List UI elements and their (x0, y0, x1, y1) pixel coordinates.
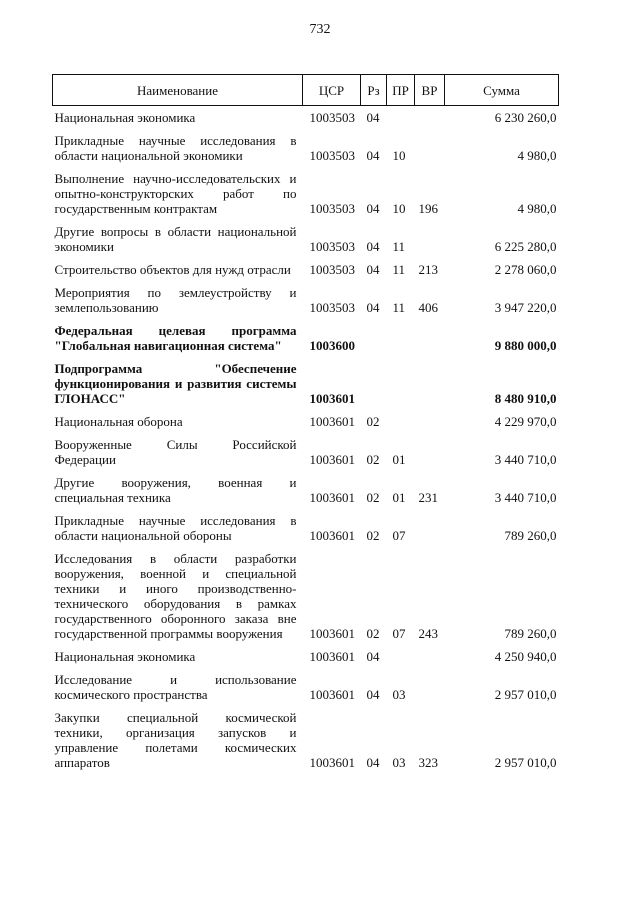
row-csr: 1003601 (309, 687, 355, 702)
header-vr: ВР (415, 75, 445, 106)
row-sum: 9 880 000,0 (494, 338, 557, 353)
table-row (53, 358, 559, 411)
row-rz: 04 (366, 262, 380, 277)
header-name: Наименование (53, 75, 303, 106)
row-csr: 1003503 (309, 239, 355, 254)
row-name: Выполнение научно-исследовательских и опытно-конструкторских работ по государственным контрактам (54, 171, 297, 216)
row-vr (415, 669, 445, 707)
row-name: Другие вопросы в области национальной экономики (54, 224, 297, 254)
budget-table (52, 74, 559, 775)
row-csr: 1003601 (309, 452, 355, 467)
row-vr (415, 221, 445, 259)
table-row (53, 707, 559, 775)
row-rz: 04 (366, 148, 380, 163)
header-pr: ПР (387, 75, 415, 106)
row-rz: 02 (366, 490, 380, 505)
row-csr: 1003503 (309, 262, 355, 277)
row-vr: 213 (418, 262, 438, 277)
row-name: Прикладные научные исследования в области национальной экономики (54, 133, 297, 163)
row-rz: 04 (366, 649, 380, 664)
row-name: Другие вооружения, военная и специальная техника (54, 475, 297, 505)
row-rz: 04 (366, 110, 380, 125)
row-rz: 04 (366, 239, 380, 254)
row-sum: 3 440 710,0 (494, 490, 557, 505)
table-row (53, 646, 559, 669)
row-sum: 789 260,0 (504, 626, 557, 641)
row-name: Подпрограмма "Обеспечение функционирования и развития системы ГЛОНАСС" (54, 361, 297, 406)
row-csr: 1003601 (309, 528, 355, 543)
row-csr: 1003601 (309, 391, 355, 406)
header-rz: Рз (361, 75, 387, 106)
row-sum: 789 260,0 (504, 528, 557, 543)
row-rz (361, 320, 387, 358)
row-pr (387, 646, 415, 669)
row-pr (387, 411, 415, 434)
row-vr: 406 (418, 300, 438, 315)
row-name: Закупки специальной космической техники, организация запусков и управление полетами космических аппаратов (54, 710, 297, 770)
table-row (53, 221, 559, 259)
row-vr: 243 (418, 626, 438, 641)
table-row (53, 130, 559, 168)
row-vr (415, 411, 445, 434)
row-rz: 04 (366, 687, 380, 702)
row-sum: 2 957 010,0 (494, 687, 557, 702)
row-pr: 10 (392, 201, 406, 216)
table-row (53, 168, 559, 221)
row-name: Вооруженные Силы Российской Федерации (54, 437, 297, 467)
row-csr: 1003601 (309, 414, 355, 429)
row-rz (361, 358, 387, 411)
row-vr (415, 320, 445, 358)
row-pr: 11 (392, 239, 406, 254)
table-row (53, 510, 559, 548)
row-rz: 04 (366, 300, 380, 315)
row-pr: 11 (392, 262, 406, 277)
row-sum: 6 230 260,0 (494, 110, 557, 125)
row-pr: 07 (392, 528, 406, 543)
row-vr (415, 646, 445, 669)
table-header-row (53, 75, 559, 106)
row-vr: 196 (418, 201, 438, 216)
row-rz: 02 (366, 626, 380, 641)
table-row (53, 259, 559, 282)
row-csr: 1003503 (309, 300, 355, 315)
row-name: Исследования в области разработки вооружения, военной и специальной техники и иного производственно-технического оборудования в рамках государственного оборонного заказа вне государственной программы вооружения (54, 551, 297, 641)
header-csr: ЦСР (303, 75, 361, 106)
row-pr: 01 (392, 490, 406, 505)
row-rz: 02 (366, 452, 380, 467)
row-name: Строительство объектов для нужд отрасли (54, 262, 291, 277)
row-csr: 1003601 (309, 649, 355, 664)
table-row (53, 411, 559, 434)
row-rz: 04 (366, 201, 380, 216)
row-vr (415, 510, 445, 548)
table-row (53, 320, 559, 358)
table-row (53, 434, 559, 472)
row-vr (415, 106, 445, 131)
row-sum: 2 278 060,0 (494, 262, 557, 277)
row-csr: 1003601 (309, 626, 355, 641)
row-pr: 03 (392, 755, 406, 770)
row-name: Исследование и использование космического пространства (54, 672, 297, 702)
table-row (53, 106, 559, 131)
row-csr: 1003503 (309, 148, 355, 163)
row-sum: 3 947 220,0 (494, 300, 557, 315)
row-csr: 1003503 (309, 110, 355, 125)
row-rz: 04 (366, 755, 380, 770)
row-name: Национальная оборона (54, 414, 183, 429)
row-name: Прикладные научные исследования в области национальной обороны (54, 513, 297, 543)
row-sum: 4 229 970,0 (494, 414, 557, 429)
row-rz: 02 (366, 414, 380, 429)
row-rz: 02 (366, 528, 380, 543)
row-pr: 10 (392, 148, 406, 163)
row-sum: 8 480 910,0 (494, 391, 557, 406)
row-pr (387, 358, 415, 411)
table-row (53, 282, 559, 320)
row-sum: 2 957 010,0 (494, 755, 557, 770)
table-row (53, 548, 559, 646)
row-sum: 3 440 710,0 (494, 452, 557, 467)
row-pr (387, 106, 415, 131)
row-pr: 03 (392, 687, 406, 702)
row-name: Национальная экономика (54, 110, 196, 125)
row-csr: 1003601 (309, 755, 355, 770)
row-vr (415, 130, 445, 168)
row-pr: 11 (392, 300, 406, 315)
page-number: 732 (309, 22, 331, 37)
row-vr (415, 434, 445, 472)
row-pr: 07 (392, 626, 406, 641)
row-name: Мероприятия по землеустройству и землепользованию (54, 285, 297, 315)
row-name: Федеральная целевая программа "Глобальная навигационная система" (54, 323, 297, 353)
table-body (53, 106, 559, 776)
row-vr: 231 (418, 490, 438, 505)
row-pr: 01 (392, 452, 406, 467)
row-sum: 4 250 940,0 (494, 649, 557, 664)
row-name: Национальная экономика (54, 649, 196, 664)
header-sum: Сумма (445, 75, 559, 106)
row-pr (387, 320, 415, 358)
row-sum: 4 980,0 (517, 201, 557, 216)
row-csr: 1003600 (309, 338, 355, 353)
table-row (53, 472, 559, 510)
row-sum: 4 980,0 (517, 148, 557, 163)
row-csr: 1003503 (309, 201, 355, 216)
table-row (53, 669, 559, 707)
row-sum: 6 225 280,0 (494, 239, 557, 254)
row-csr: 1003601 (309, 490, 355, 505)
row-vr (415, 358, 445, 411)
row-vr: 323 (418, 755, 438, 770)
